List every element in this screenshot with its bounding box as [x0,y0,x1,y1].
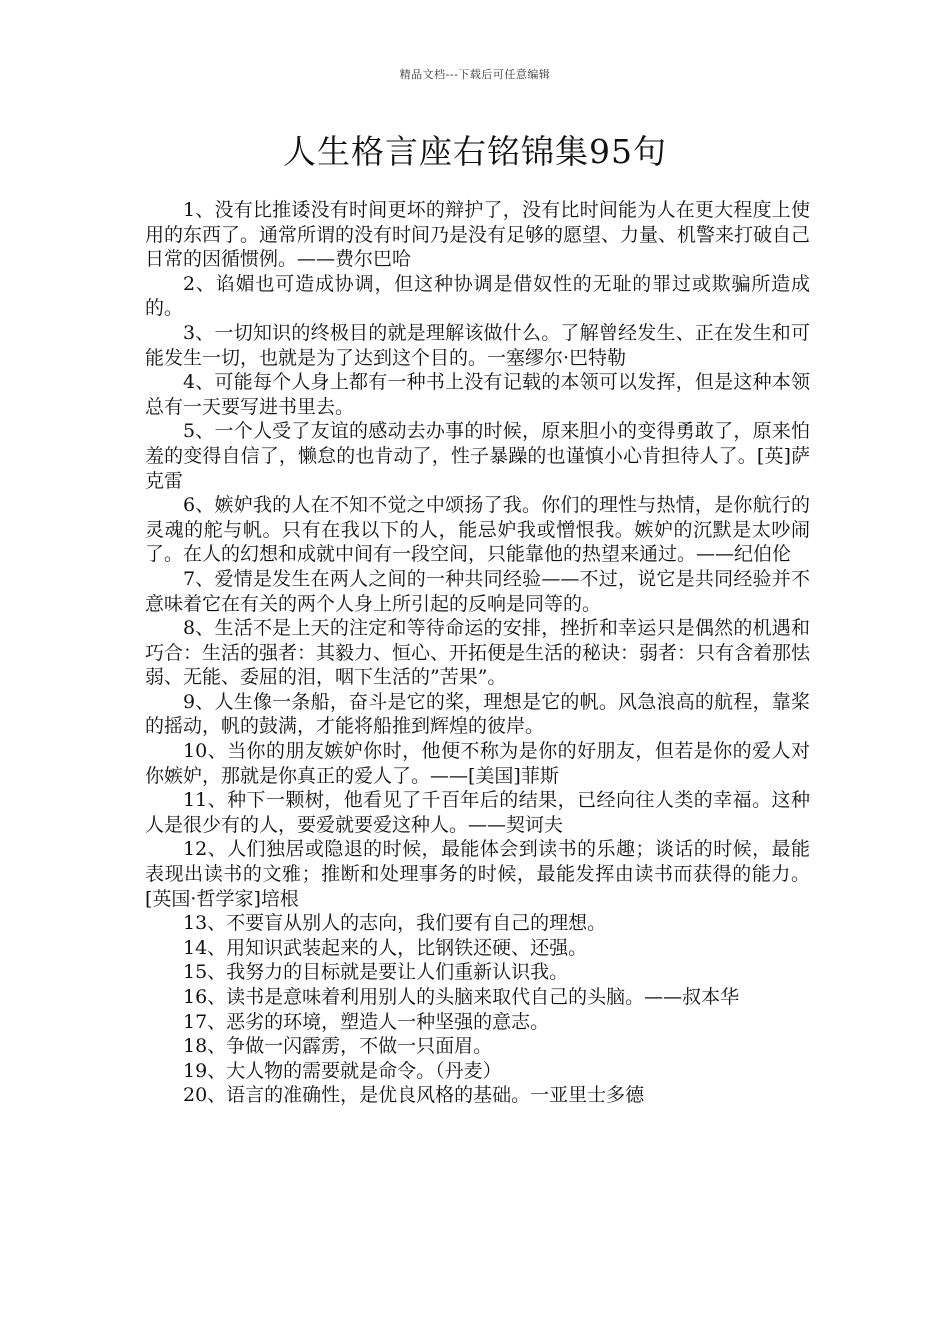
quote-list [145,198,810,1108]
quote-paragraph: 19、大人物的需要就是命令。（丹麦） [183,1059,502,1082]
quote-paragraph: 13、不要盲从别人的志向，我们要有自己的理想。 [183,912,607,935]
quote-paragraph: 14、用知识武装起来的人，比钢铁还硬、还强。 [183,936,588,959]
quote-paragraph: 7、爱情是发生在两人之间的一种共同经验——不过，说它是共同经验并不意味着它在有关的两个人身上所引起的反响是同等的。 [145,567,810,615]
quote-paragraph: 16、读书是意味着利用别人的头脑来取代自己的头脑。——叔本华 [183,986,740,1008]
quote-paragraph: 8、生活不是上天的注定和等待命运的安排，挫折和幸运只是偶然的机遇和巧合：生活的强者：其毅力、恒心、开拓便是生活的秘诀：弱者：只有含着那怯弱、无能、委屈的泪，咽下生活的”苦果”。 [145,617,811,689]
quote-paragraph: 18、争做一闪霹雳，不做一只面眉。 [183,1035,493,1058]
quote-paragraph: 17、恶劣的环境，塑造人一种坚强的意志。 [183,1010,550,1033]
quote-paragraph: 12、人们独居或隐退的时候，最能体会到读书的乐趣；谈话的时候，最能表现出读书的文雅；推断和处理事务的时候，最能发挥由读书而获得的能力。[英国·哲学家]培根 [145,838,810,910]
quote-paragraph: 9、人生像一条船，奋斗是它的桨，理想是它的帆。风急浪高的航程，靠桨的摇动，帆的鼓满，才能将船推到辉煌的彼岸。 [145,690,810,738]
quote-paragraph: 2、谄媚也可造成协调，但这种协调是借奴性的无耻的罪过或欺骗所造成的。 [145,272,810,320]
quote-paragraph: 3、一切知识的终极目的就是理解该做什么。了解曾经发生、正在发生和可能发生一切，也就是为了达到这个目的。一塞缪尔·巴特勒 [145,321,810,369]
quote-paragraph: 10、当你的朋友嫉妒你时，他便不称为是你的好朋友，但若是你的爱人对你嫉妒，那就是你真正的爱人了。——[美国]菲斯 [145,740,810,787]
quote-paragraph: 4、可能每个人身上都有一种书上没有记载的本领可以发挥，但是这种本领总有一天要写进书里去。 [145,371,810,418]
page-header-note: 精品文档---下载后可任意编辑 [399,68,551,81]
quote-paragraph: 20、语言的准确性，是优良风格的基础。一亚里士多德 [183,1084,645,1107]
quote-paragraph: 1、没有比推诿没有时间更坏的辩护了，没有比时间能为人在更大程度上使用的东西了。通常所谓的没有时间乃是没有足够的愿望、力量、机警来打破自己日常的因循惯例。——费尔巴哈 [145,199,811,271]
quote-paragraph: 15、我努力的目标就是要让人们重新认识我。 [183,961,569,984]
document-title: 人生格言座右铭锦集95句 [283,132,667,171]
quote-paragraph: 5、一个人受了友谊的感动去办事的时候，原来胆小的变得勇敢了，原来怕羞的变得自信了，懒怠的也肯动了，性子暴躁的也谨慎小心肯担待人了。[英]萨克雷 [145,420,810,492]
quote-paragraph: 6、嫉妒我的人在不知不觉之中颂扬了我。你们的理性与热情，是你航行的灵魂的舵与帆。只有在我以下的人，能忌妒我或憎恨我。嫉妒的沉默是太吵闹了。在人的幻想和成就中间有一段空间，只能靠他的热望来通过。——纪伯伦 [145,494,810,566]
quote-paragraph: 11、种下一颗树，他看见了千百年后的结果，已经向往人类的幸福。这种人是很少有的人，要爱就要爱这种人。——契诃夫 [145,789,810,836]
